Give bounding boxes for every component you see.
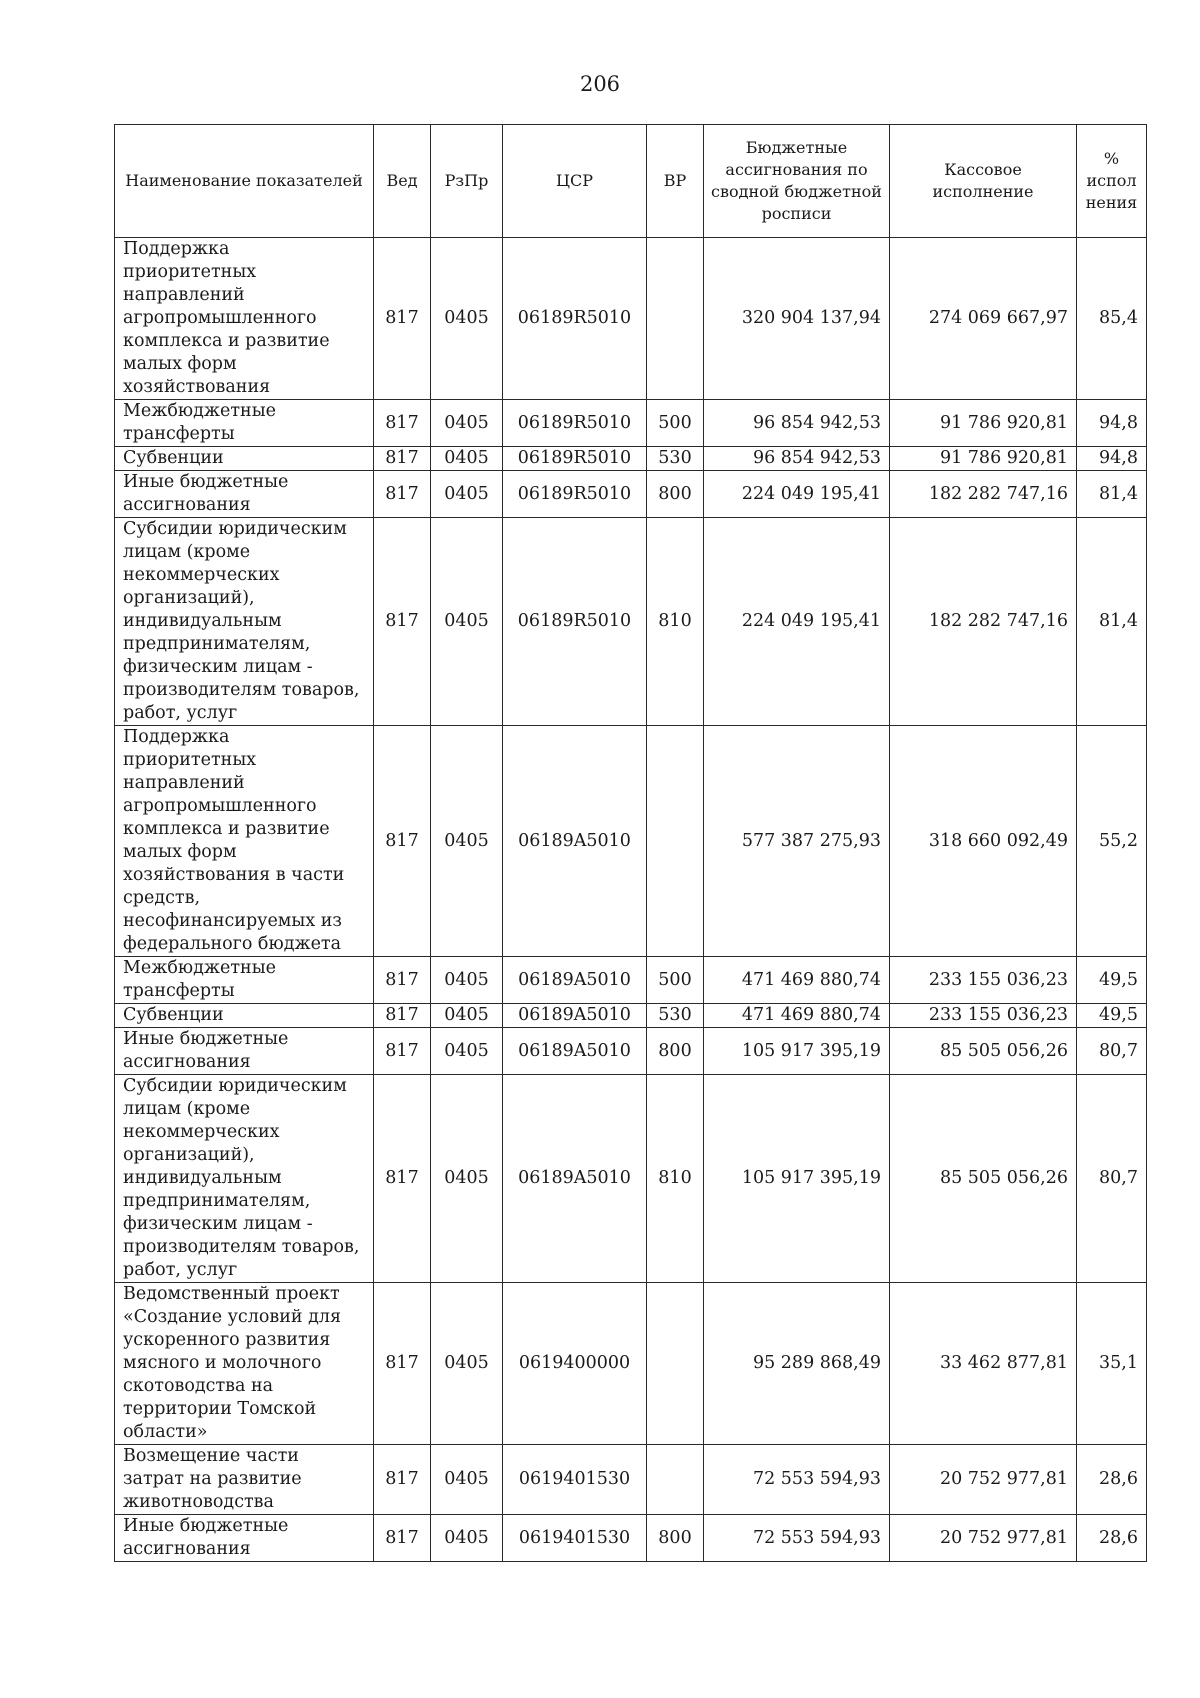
cell-csr: 06189A5010 [503, 1004, 647, 1028]
header-csr: ЦСР [503, 125, 647, 238]
cell-percent: 55,2 [1077, 726, 1147, 957]
cell-rzpr: 0405 [431, 1445, 503, 1515]
cell-percent: 28,6 [1077, 1445, 1147, 1515]
table-row [115, 400, 1147, 447]
budget-table [114, 124, 1147, 1562]
cell-allocations: 471 469 880,74 [704, 1004, 890, 1028]
cell-percent: 81,4 [1077, 518, 1147, 726]
cell-ved: 817 [374, 726, 431, 957]
cell-vr: 530 [647, 1004, 704, 1028]
cell-execution: 20 752 977,81 [890, 1445, 1077, 1515]
cell-rzpr: 0405 [431, 238, 503, 400]
cell-percent: 94,8 [1077, 400, 1147, 447]
cell-allocations: 96 854 942,53 [704, 447, 890, 471]
cell-name: Межбюджетные трансферты [115, 400, 374, 447]
cell-rzpr: 0405 [431, 1283, 503, 1445]
cell-execution: 91 786 920,81 [890, 400, 1077, 447]
cell-csr: 06189A5010 [503, 1075, 647, 1283]
cell-rzpr: 0405 [431, 1075, 503, 1283]
cell-name: Ведомственный проект «Создание условий для ускоренного развития мясного и молочного скотоводства на территории Томской области» [115, 1283, 374, 1445]
header-rzpr: РзПр [431, 125, 503, 238]
cell-rzpr: 0405 [431, 1004, 503, 1028]
cell-ved: 817 [374, 400, 431, 447]
cell-vr: 530 [647, 447, 704, 471]
cell-csr: 06189A5010 [503, 726, 647, 957]
cell-csr: 06189R5010 [503, 400, 647, 447]
cell-csr: 0619400000 [503, 1283, 647, 1445]
cell-percent: 80,7 [1077, 1075, 1147, 1283]
table-row [115, 1004, 1147, 1028]
table-row [115, 518, 1147, 726]
cell-vr: 810 [647, 518, 704, 726]
cell-execution: 20 752 977,81 [890, 1515, 1077, 1562]
cell-vr: 810 [647, 1075, 704, 1283]
cell-allocations: 72 553 594,93 [704, 1515, 890, 1562]
header-allocations: Бюджетные ассигнования по сводной бюджетной росписи [704, 125, 890, 238]
cell-execution: 318 660 092,49 [890, 726, 1077, 957]
cell-allocations: 105 917 395,19 [704, 1075, 890, 1283]
cell-vr: 500 [647, 400, 704, 447]
header-vr: ВР [647, 125, 704, 238]
cell-percent: 80,7 [1077, 1028, 1147, 1075]
cell-rzpr: 0405 [431, 1515, 503, 1562]
cell-vr: 800 [647, 1028, 704, 1075]
cell-name: Возмещение части затрат на развитие животноводства [115, 1445, 374, 1515]
cell-ved: 817 [374, 447, 431, 471]
cell-allocations: 96 854 942,53 [704, 400, 890, 447]
cell-allocations: 471 469 880,74 [704, 957, 890, 1004]
cell-name: Субсидии юридическим лицам (кроме некоммерческих организаций), индивидуальным предпринимателям, физическим лицам - производителям товаров, работ, услуг [115, 518, 374, 726]
cell-vr [647, 1283, 704, 1445]
cell-rzpr: 0405 [431, 726, 503, 957]
cell-execution: 33 462 877,81 [890, 1283, 1077, 1445]
cell-vr: 500 [647, 957, 704, 1004]
cell-csr: 0619401530 [503, 1445, 647, 1515]
cell-rzpr: 0405 [431, 471, 503, 518]
cell-csr: 06189A5010 [503, 957, 647, 1004]
cell-name: Иные бюджетные ассигнования [115, 1515, 374, 1562]
table-header-row [115, 125, 1147, 238]
cell-vr: 800 [647, 1515, 704, 1562]
table-row [115, 471, 1147, 518]
cell-name: Иные бюджетные ассигнования [115, 471, 374, 518]
cell-percent: 94,8 [1077, 447, 1147, 471]
cell-vr [647, 1445, 704, 1515]
table-row [115, 238, 1147, 400]
cell-name: Поддержка приоритетных направлений агропромышленного комплекса и развитие малых форм хозяйствования в части средств, несофинансируемых из федерального бюджета [115, 726, 374, 957]
cell-allocations: 95 289 868,49 [704, 1283, 890, 1445]
cell-csr: 0619401530 [503, 1515, 647, 1562]
header-name: Наименование показателей [115, 125, 374, 238]
cell-percent: 28,6 [1077, 1515, 1147, 1562]
cell-csr: 06189R5010 [503, 471, 647, 518]
table-row [115, 957, 1147, 1004]
cell-name: Поддержка приоритетных направлений агропромышленного комплекса и развитие малых форм хозяйствования [115, 238, 374, 400]
cell-vr: 800 [647, 471, 704, 518]
cell-rzpr: 0405 [431, 518, 503, 726]
cell-ved: 817 [374, 1028, 431, 1075]
cell-csr: 06189R5010 [503, 447, 647, 471]
cell-name: Межбюджетные трансферты [115, 957, 374, 1004]
cell-execution: 85 505 056,26 [890, 1075, 1077, 1283]
cell-execution: 182 282 747,16 [890, 518, 1077, 726]
header-execution: Кассовое исполнение [890, 125, 1077, 238]
cell-ved: 817 [374, 957, 431, 1004]
cell-csr: 06189A5010 [503, 1028, 647, 1075]
cell-allocations: 320 904 137,94 [704, 238, 890, 400]
table-row [115, 1028, 1147, 1075]
cell-execution: 91 786 920,81 [890, 447, 1077, 471]
cell-percent: 81,4 [1077, 471, 1147, 518]
table-row [115, 447, 1147, 471]
cell-ved: 817 [374, 1445, 431, 1515]
header-ved: Вед [374, 125, 431, 238]
cell-ved: 817 [374, 1515, 431, 1562]
cell-rzpr: 0405 [431, 1028, 503, 1075]
cell-percent: 85,4 [1077, 238, 1147, 400]
cell-name: Субвенции [115, 1004, 374, 1028]
cell-percent: 35,1 [1077, 1283, 1147, 1445]
cell-ved: 817 [374, 471, 431, 518]
cell-percent: 49,5 [1077, 1004, 1147, 1028]
table-row [115, 1515, 1147, 1562]
cell-rzpr: 0405 [431, 957, 503, 1004]
cell-execution: 85 505 056,26 [890, 1028, 1077, 1075]
cell-name: Субвенции [115, 447, 374, 471]
cell-execution: 233 155 036,23 [890, 957, 1077, 1004]
cell-name: Иные бюджетные ассигнования [115, 1028, 374, 1075]
header-percent: % испол нения [1077, 125, 1147, 238]
cell-ved: 817 [374, 518, 431, 726]
cell-csr: 06189R5010 [503, 238, 647, 400]
cell-rzpr: 0405 [431, 447, 503, 471]
cell-execution: 274 069 667,97 [890, 238, 1077, 400]
cell-vr [647, 726, 704, 957]
cell-rzpr: 0405 [431, 400, 503, 447]
cell-execution: 233 155 036,23 [890, 1004, 1077, 1028]
cell-ved: 817 [374, 1004, 431, 1028]
cell-execution: 182 282 747,16 [890, 471, 1077, 518]
cell-allocations: 224 049 195,41 [704, 518, 890, 726]
cell-ved: 817 [374, 1283, 431, 1445]
cell-allocations: 72 553 594,93 [704, 1445, 890, 1515]
cell-ved: 817 [374, 1075, 431, 1283]
cell-ved: 817 [374, 238, 431, 400]
cell-csr: 06189R5010 [503, 518, 647, 726]
cell-vr [647, 238, 704, 400]
table-row [115, 1283, 1147, 1445]
table-row [115, 1445, 1147, 1515]
cell-percent: 49,5 [1077, 957, 1147, 1004]
table-row [115, 1075, 1147, 1283]
cell-name: Субсидии юридическим лицам (кроме некоммерческих организаций), индивидуальным предпринимателям, физическим лицам - производителям товаров, работ, услуг [115, 1075, 374, 1283]
cell-allocations: 224 049 195,41 [704, 471, 890, 518]
cell-allocations: 105 917 395,19 [704, 1028, 890, 1075]
page-number: 206 [579, 72, 621, 96]
table-row [115, 726, 1147, 957]
cell-allocations: 577 387 275,93 [704, 726, 890, 957]
